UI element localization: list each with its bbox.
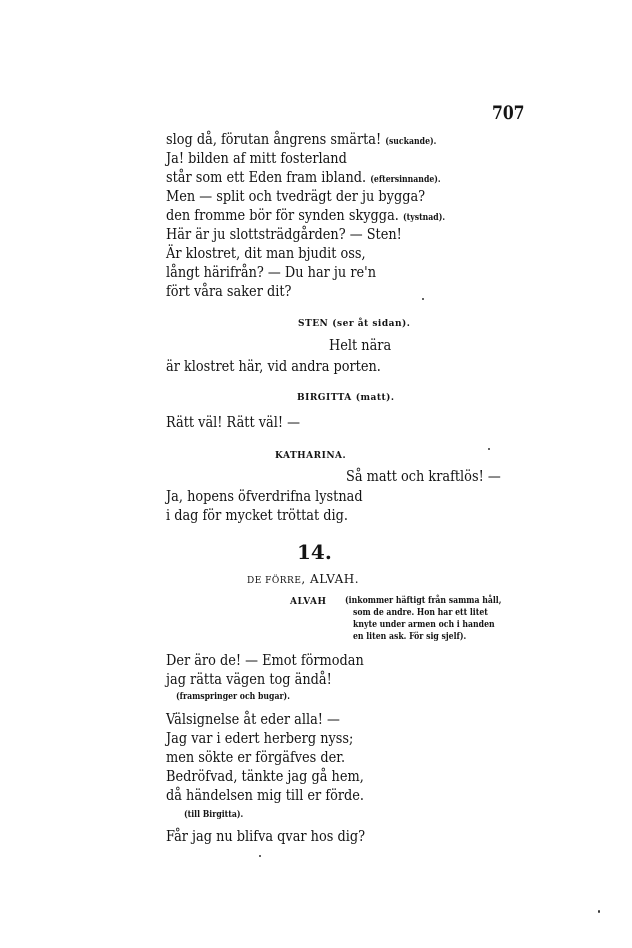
stage-direction: (matt). [355, 393, 395, 403]
verse-line: Der äro de! — Emot förmodan [166, 651, 364, 669]
verse-line [166, 187, 425, 205]
verse-text: Är klostret, dit man bjudit oss, [166, 244, 366, 262]
scene-characters [247, 572, 359, 586]
verse-line: Ja, hopens öfverdrifna lystnad [166, 487, 363, 505]
speaker-heading-birgitta [297, 392, 395, 403]
verse-line [166, 263, 376, 281]
speaker-heading-sten [298, 318, 410, 329]
stage-direction-line: (till Birgitta). [184, 810, 244, 820]
verse-line: Får jag nu blifva qvar hos dig? [166, 827, 366, 845]
verse-text: den fromme bör för synden skygga. [166, 206, 399, 224]
characters-rest: , ALVAH. [301, 572, 360, 586]
stage-direction-line: (inkommer häftigt från samma håll, [345, 596, 502, 606]
stage-direction-line: knyte under armen och i handen [353, 620, 495, 630]
speaker-name: KATHARINA. [275, 451, 347, 461]
verse-line: Bedröfvad, tänkte jag gå hem, [166, 767, 364, 785]
verse-text: fört våra saker dit? [166, 282, 292, 300]
page-number: 707 [492, 102, 525, 124]
verse-line: Välsignelse åt eder alla! — [166, 710, 340, 728]
speaker-name: BIRGITTA [297, 393, 352, 403]
scene-number: 14. [297, 540, 332, 564]
stage-direction: (suckande). [385, 137, 437, 147]
stage-direction: (tystnad). [402, 213, 446, 223]
verse-line: då händelsen mig till er förde. [166, 786, 365, 804]
speaker-name: ALVAH [290, 597, 327, 607]
verse-text: slog då, förutan ångrens smärta! [166, 130, 382, 148]
stage-direction: (ser åt sidan). [332, 319, 411, 329]
verse-line [166, 206, 445, 227]
speaker-name: STEN [298, 319, 329, 329]
speaker-heading-alvah [290, 596, 327, 607]
stage-direction-line: som de andre. Hon har ett litet [353, 608, 488, 618]
verse-text: Ja! bilden af mitt fosterland [166, 149, 347, 167]
speaker-heading-katharina [275, 450, 346, 461]
stage-direction-line: (framspringer och bugar). [176, 692, 290, 702]
stage-direction: (eftersinnande). [370, 175, 441, 185]
characters-prefix: DE FÖRRE [247, 576, 302, 586]
verse-line: Rätt väl! Rätt väl! — [166, 413, 301, 431]
verse-line: är klostret här, vid andra porten. [166, 357, 381, 375]
verse-line: jag rätta vägen tog ändå! [166, 670, 332, 688]
verse-line [166, 130, 436, 151]
verse-text: Men — split och tvedrägt der ju bygga? [166, 187, 426, 205]
print-speck [488, 448, 490, 450]
print-speck [422, 298, 424, 300]
stage-direction-line: en liten ask. För sig sjelf). [353, 632, 467, 642]
verse-line [166, 282, 291, 300]
print-speck [598, 910, 600, 913]
verse-text: Här är ju slottsträdgården? — Sten! [166, 225, 402, 243]
verse-line [166, 149, 347, 167]
verse-line [166, 244, 366, 262]
verse-line [166, 168, 441, 189]
verse-line [166, 225, 402, 243]
verse-line: Så matt och kraftlös! — [346, 467, 501, 485]
verse-text: står som ett Eden fram ibland. [166, 168, 367, 186]
verse-line: Helt nära [329, 336, 392, 354]
verse-line: men sökte er förgäfves der. [166, 748, 346, 766]
verse-line: Jag var i edert herberg nyss; [166, 729, 354, 747]
verse-line: i dag för mycket tröttat dig. [166, 506, 349, 524]
verse-text: långt härifrån? — Du har ju re'n [166, 263, 377, 281]
print-speck [259, 855, 261, 857]
